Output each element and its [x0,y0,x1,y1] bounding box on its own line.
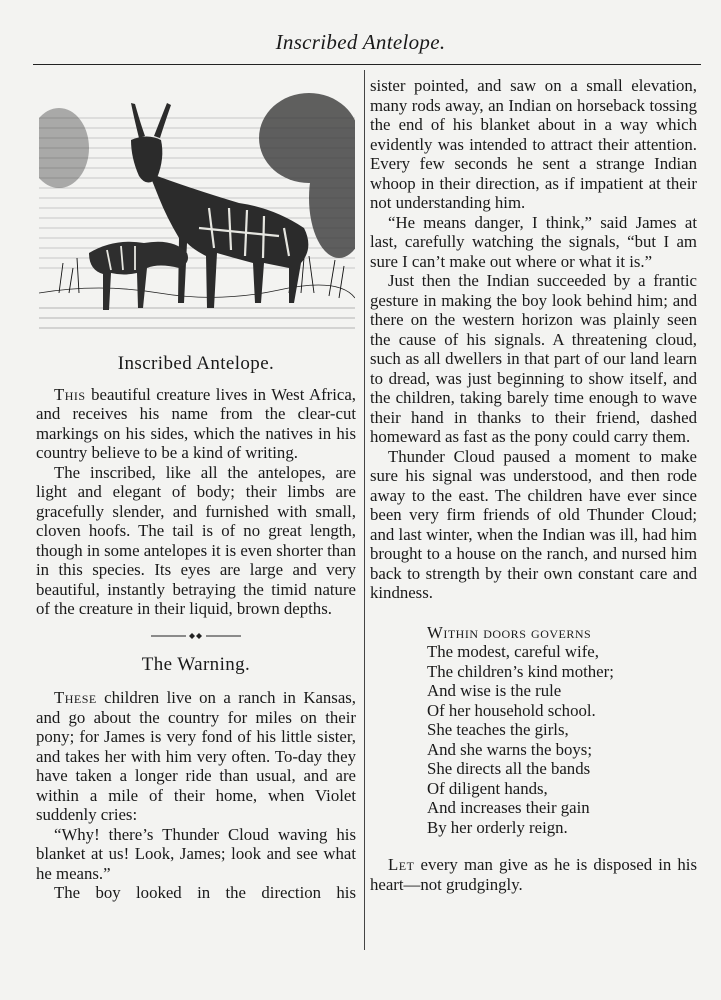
section-ornament-icon [151,631,241,641]
article-title-antelope: Inscribed Antelope. [117,353,275,374]
header-rule [33,64,701,65]
poem-line: Within doors governs [427,622,592,642]
warning-paragraph-4: “He means danger, I think,” said James at last, carefully watching the signals, “but I am sure I can’t make out where or what it is.” [370,212,697,271]
poem-line: And wise is the rule [427,681,562,700]
poem-line: And she warns the boys; [427,739,592,759]
article-title-warning: The Warning. [141,653,251,675]
poem-line: She directs all the bands [427,759,591,778]
antelope-paragraph-1 [36,385,356,463]
drop-lead: Let [388,855,415,874]
drop-lead: These [54,688,97,707]
closing-proverb [370,855,697,894]
warning-paragraph-1-text: children live on a ranch in Kansas, and go about the country for miles on their pony; for James is very fond of his little sister, and takes her with him very often. To-day they have taken a longer ride than usual, and are within a mile of their home, when Violet suddenly cries: [36,688,356,824]
warning-paragraph-1 [36,688,356,825]
poem-line: Of her household school. [427,700,596,720]
warning-paragraph-3-start: The boy looked in the direction his [54,883,356,902]
poem [427,623,697,838]
drop-lead: This [54,384,86,404]
poem-line: She teaches the girls, [427,720,569,739]
poem-line: Of diligent hands, [427,778,548,798]
antelope-engraving-icon [39,78,355,340]
warning-paragraph-3-continued: sister pointed, and saw on a small elevation, many rods away, an Indian on horseback tossing the end of his blanket about in a way which evidently was intended to attract their attention. Every few seconds he sent a strange Indian whoop in their direction, as if impatient at their not understanding him. [370,76,697,212]
warning-paragraph-6: Thunder Cloud paused a moment to make sure his signal was understood, and then rode away to the east. The children have ever since been very firm friends of old Thunder Cloud; and last winter, when the Indian was ill, had him brought to a house on the ranch, and nursed him back to strength by their own constant care and kindness. [370,446,697,602]
poem-line: By her orderly reign. [427,817,568,837]
warning-paragraph-2: “Why! there’s Thunder Cloud waving his blanket at us! Look, James; look and see what he means.” [36,824,356,883]
antelope-paragraph-1-text: beautiful creature lives in West Africa, and receives his name from the clear-cut markings on his sides, which the natives in his country believe to be a kind of writing. [36,384,356,462]
antelope-paragraph-2: The inscribed, like all the antelopes, are light and elegant of body; their limbs are gracefully slender, and furnished with small, cloven hoofs. The tail is of no great length, though in some antelopes it is even shorter than in this species. Its eyes are large and very beautiful, instantly betraying the timid nature of the creature in their liquid, brown depths. [36,462,356,618]
poem-line: The modest, careful wife, [427,642,599,661]
closing-paragraph [370,855,697,894]
warning-paragraph-5: Just then the Indian succeeded by a frantic gesture in making the boy look behind him; and there on the western horizon was plainly seen the cause of his signals. A threatening cloud, such as all dwellers in that part of our land learn to dread, was just beginning to show itself, and the children, taking barely time enough to wave their hand in thanks to their friend, dashed homeward as fast as the pony could carry them. [370,271,697,446]
column-divider [364,70,365,950]
left-column [36,72,356,903]
poem-line: And increases their gain [427,798,590,817]
right-column [370,76,697,894]
running-title: Inscribed Antelope. [275,30,446,54]
closing-text: every man give as he is disposed in his heart—not grudgingly. [370,855,697,894]
poem-line: The children’s kind mother; [427,661,614,681]
